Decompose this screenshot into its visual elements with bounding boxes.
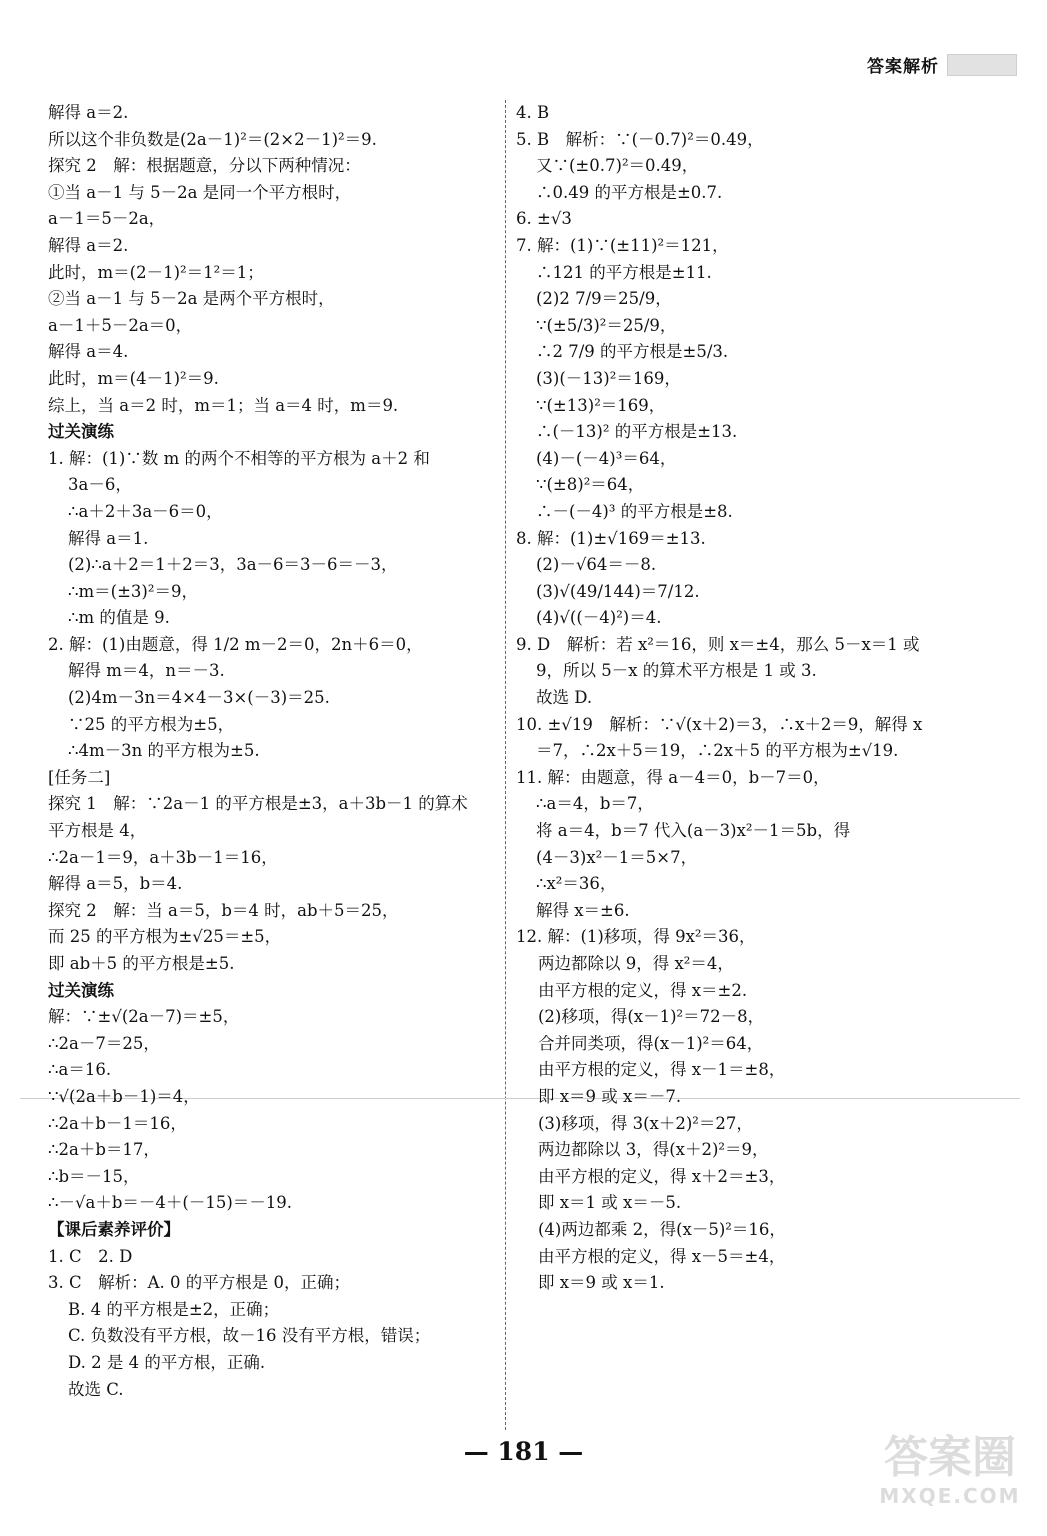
answer-line: 即 ab＋5 的平方根是±5. xyxy=(48,954,235,973)
answer-line: (3)√(49/144)＝7/12. xyxy=(536,581,700,601)
answer-line: 9. D 解析：若 x²＝16，则 x＝±4，那么 5－x＝1 或 xyxy=(516,634,920,654)
answer-line: 6. ±√3 xyxy=(516,209,572,229)
answer-line: 解得 m＝4，n＝－3. xyxy=(68,661,225,681)
answer-line: 又∵(±0.7)²＝0.49， xyxy=(536,156,699,176)
answer-line: 4. B xyxy=(516,103,550,122)
answer-line: 而 25 的平方根为±√25＝±5， xyxy=(48,927,282,947)
answer-line: 7. 解：(1)∵(±11)²＝121， xyxy=(516,235,729,255)
answer-line: (2)移项，得(x－1)²＝72－8， xyxy=(538,1007,765,1027)
column-divider xyxy=(505,100,506,1430)
answer-line: 5. B 解析：∵(－0.7)²＝0.49， xyxy=(516,129,764,149)
answer-line: 探究 2 解：根据题意，分以下两种情况： xyxy=(48,156,361,176)
answer-line: ∴(－13)² 的平方根是±13. xyxy=(536,422,738,442)
answer-line: ∵(±13)²＝169， xyxy=(536,395,666,415)
answer-line: 即 x＝9 或 x＝1. xyxy=(538,1273,665,1293)
answer-line: (2)∴a＋2＝1＋2＝3，3a－6＝3－6＝－3， xyxy=(68,555,398,575)
page-header xyxy=(867,52,1017,77)
answer-line: 两边都除以 9，得 x²＝4， xyxy=(538,954,734,973)
answer-line: 3. C 解析：A. 0 的平方根是 0，正确； xyxy=(48,1273,351,1293)
answer-line: 8. 解：(1)±√169＝±13. xyxy=(516,528,706,548)
answer-line: ∴2 7/9 的平方根是±5/3. xyxy=(536,342,729,362)
answer-line: ∴m 的值是 9. xyxy=(68,608,170,628)
answer-line: 所以这个非负数是(2a－1)²＝(2×2－1)²＝9. xyxy=(48,129,377,149)
answer-line: ∴4m－3n 的平方根为±5. xyxy=(68,741,260,761)
answer-line: (2)－√64＝－8. xyxy=(536,555,657,575)
answer-line: 合并同类项，得(x－1)²＝64， xyxy=(538,1033,764,1053)
answer-line: a－1＝5－2a， xyxy=(48,209,166,229)
answer-line: C. 负数没有平方根，故－16 没有平方根，错误； xyxy=(68,1326,431,1346)
answer-line: ∴0.49 的平方根是±0.7. xyxy=(536,182,723,202)
answer-line: 11. 解：由题意，得 a－4＝0，b－7＝0， xyxy=(516,767,830,787)
answer-line: (2)2 7/9＝25/9， xyxy=(536,289,672,309)
header-decoration-bar xyxy=(947,54,1017,76)
answer-line: 由平方根的定义，得 x－1＝±8， xyxy=(538,1060,786,1080)
answer-line: (4)√((－4)²)＝4. xyxy=(536,608,662,628)
answer-line: a－1＋5－2a＝0， xyxy=(48,315,193,335)
answer-line: 解得 a＝2. xyxy=(48,235,129,255)
answer-line: D. 2 是 4 的平方根，正确. xyxy=(68,1352,266,1372)
answer-line: 由平方根的定义，得 x＋2＝±3， xyxy=(538,1166,786,1186)
answer-line: ∴m＝(±3)²＝9， xyxy=(68,581,198,601)
answer-line: (3)移项，得 3(x＋2)²＝27， xyxy=(538,1113,753,1133)
answer-line: 探究 2 解：当 a＝5，b＝4 时，ab＋5＝25， xyxy=(48,900,399,920)
answer-line: ∴x²＝36， xyxy=(536,874,617,894)
answer-line: (4)－(－4)³＝64， xyxy=(536,448,677,468)
answer-line: ∴a＝16. xyxy=(48,1060,112,1080)
section-heading: 【课后素养评价】 xyxy=(48,1219,180,1239)
answer-line: ∴2a＋b＝17， xyxy=(48,1140,160,1160)
answer-line: 此时，m＝(4－1)²＝9. xyxy=(48,368,219,388)
section-heading: [任务二] xyxy=(48,767,111,787)
answer-line: 故选 C. xyxy=(68,1379,124,1399)
answer-line: 9，所以 5－x 的算术平方根是 1 或 3. xyxy=(536,661,817,681)
answer-line: 1. 解：(1)∵数 m 的两个不相等的平方根为 a＋2 和 xyxy=(48,448,430,468)
watermark-logo xyxy=(875,1432,1025,1522)
answer-line: ∵√(2a＋b－1)＝4， xyxy=(48,1086,200,1106)
answer-line: 2. 解：(1)由题意，得 1/2 m－2＝0，2n＋6＝0， xyxy=(48,634,423,654)
answer-line: (3)(－13)²＝169， xyxy=(536,368,681,388)
answer-line: (4)两边都乘 2，得(x－5)²＝16， xyxy=(538,1219,786,1239)
right-column xyxy=(516,100,1006,1297)
answer-line: 解得 a＝4. xyxy=(48,342,129,362)
answer-line: 即 x＝1 或 x＝－5. xyxy=(538,1193,682,1213)
answer-line: 解得 x＝±6. xyxy=(536,900,630,920)
answer-line: 综上，当 a＝2 时，m＝1；当 a＝4 时，m＝9. xyxy=(48,395,399,415)
answer-line: B. 4 的平方根是±2，正确； xyxy=(68,1299,280,1319)
answer-line: 由平方根的定义，得 x－5＝±4， xyxy=(538,1246,786,1266)
answer-line: ②当 a－1 与 5－2a 是两个平方根时， xyxy=(48,289,335,309)
answer-line: ∴－√a＋b＝－4＋(－15)＝－19. xyxy=(48,1193,293,1213)
answer-line: 解得 a＝1. xyxy=(68,528,149,548)
answer-line: ∴a＝4，b＝7， xyxy=(536,794,654,814)
header-title: 答案解析 xyxy=(867,57,939,77)
answer-line: 3a－6， xyxy=(68,475,132,495)
section-heading: 过关演练 xyxy=(48,422,114,442)
answer-line: 探究 1 解：∵2a－1 的平方根是±3，a＋3b－1 的算术 xyxy=(48,794,468,814)
answer-line: (2)4m－3n＝4×4－3×(－3)＝25. xyxy=(68,688,330,708)
answer-line: ①当 a－1 与 5－2a 是同一个平方根时， xyxy=(48,182,352,202)
answer-line: ∴2a－1＝9，a＋3b－1＝16， xyxy=(48,847,278,867)
answer-line: ∴a＋2＋3a－6＝0， xyxy=(68,501,223,521)
page-number: — 181 — xyxy=(463,1437,584,1466)
answer-line: 即 x＝9 或 x＝－7. xyxy=(538,1086,682,1106)
answer-line: ∴2a＋b－1＝16， xyxy=(48,1113,187,1133)
left-column xyxy=(48,100,493,1403)
answer-line: ＝7，∴2x＋5＝19，∴2x＋5 的平方根为±√19. xyxy=(536,741,899,761)
answer-line: 故选 D. xyxy=(536,688,593,708)
answer-line: ∴2a－7＝25， xyxy=(48,1033,160,1053)
answer-line: 解：∵±√(2a－7)＝±5， xyxy=(48,1007,240,1027)
answer-line: 12. 解：(1)移项，得 9x²＝36， xyxy=(516,927,756,947)
answer-line: 1. C 2. D xyxy=(48,1246,133,1266)
answer-line: 10. ±√19 解析：∵√(x＋2)＝3，∴x＋2＝9，解得 x xyxy=(516,714,923,734)
answer-line: ∴b＝－15， xyxy=(48,1166,140,1186)
answer-line: 两边都除以 3，得(x＋2)²＝9， xyxy=(538,1140,769,1160)
answer-line: ∵(±8)²＝64， xyxy=(536,475,645,495)
answer-line: 此时，m＝(2－1)²＝1²＝1； xyxy=(48,262,264,282)
answer-line: (4－3)x²－1＝5×7， xyxy=(536,847,698,867)
watermark-text: 答案圈 xyxy=(884,1432,1016,1483)
answer-line: ∵25 的平方根为±5， xyxy=(68,714,235,734)
answer-line: 解得 a＝5，b＝4. xyxy=(48,874,183,894)
answer-line: 平方根是 4， xyxy=(48,821,147,841)
answer-line: 由平方根的定义，得 x＝±2. xyxy=(538,980,748,1000)
answer-line: 解得 a＝2. xyxy=(48,103,129,122)
watermark-url: MXQE.COM xyxy=(879,1484,1021,1508)
section-heading: 过关演练 xyxy=(48,980,114,1000)
answer-line: ∴121 的平方根是±11. xyxy=(536,262,712,282)
answer-line: 将 a＝4，b＝7 代入(a－3)x²－1＝5b，得 xyxy=(536,821,851,841)
answer-line: ∵(±5/3)²＝25/9， xyxy=(536,315,677,335)
answer-line: ∴－(－4)³ 的平方根是±8. xyxy=(536,501,733,521)
